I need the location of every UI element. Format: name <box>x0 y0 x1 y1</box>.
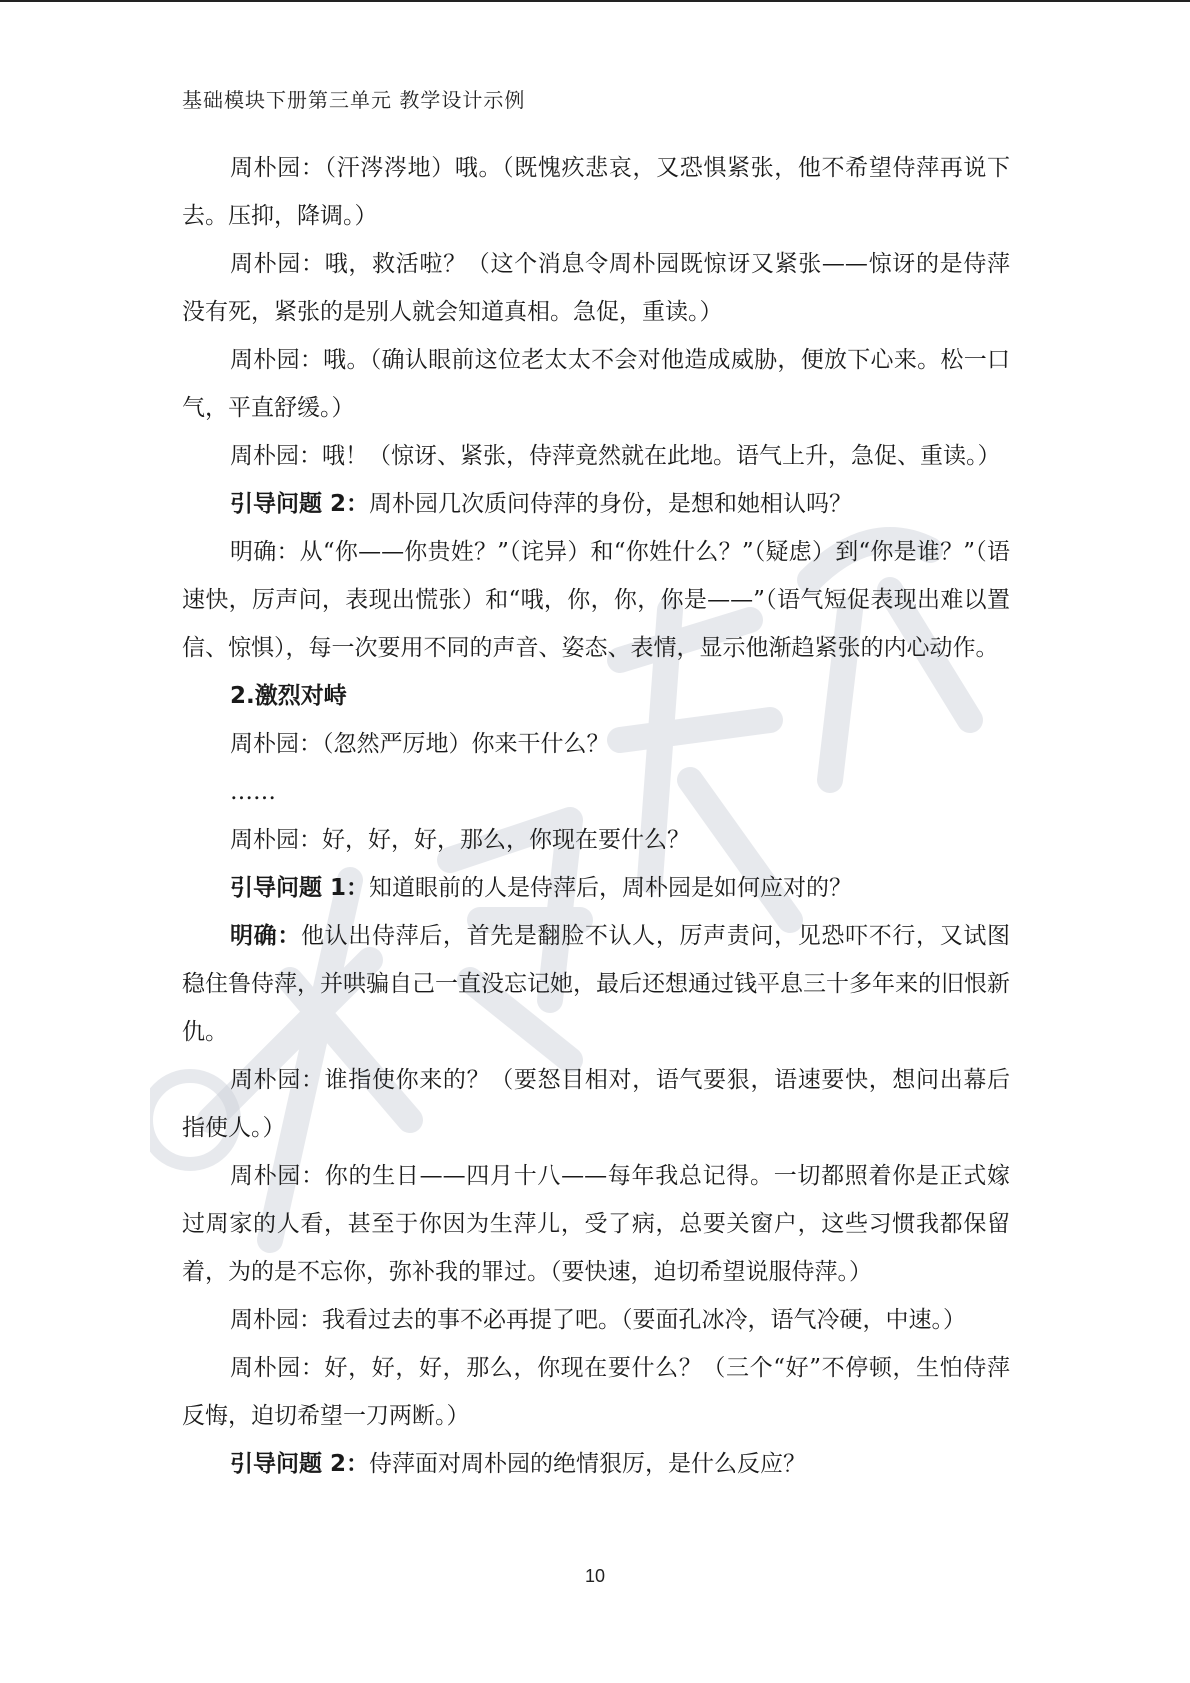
dialogue-paragraph: 周朴园：（忽然严厉地）你来干什么？ <box>230 731 610 757</box>
page-number: 10 <box>584 1566 606 1586</box>
guide-question: 引导问题 2：周朴园几次质问侍萍的身份，是想和她相认吗？ <box>230 491 853 517</box>
guide-question: 引导问题 1：知道眼前的人是侍萍后，周朴园是如何应对的？ <box>230 875 853 901</box>
answer-paragraph: 明确：他认出侍萍后，首先是翻脸不认人，厉声责问，见恐吓不行，又试图稳住鲁侍萍，并哄骗自己一直没忘记她，最后还想通过钱平息三十多年来的旧恨新仇。 <box>182 923 1010 1045</box>
guide-question: 引导问题 2：侍萍面对周朴园的绝情狠厉，是什么反应？ <box>230 1451 807 1477</box>
dialogue-paragraph: 周朴园：好，好，好，那么，你现在要什么？（三个“好”不停顿，生怕侍萍反悔，迫切希望一刀两断。） <box>182 1355 1010 1429</box>
top-border-line <box>0 0 1190 2</box>
dialogue-paragraph: 周朴园：哦，救活啦？（这个消息令周朴园既惊讶又紧张——惊讶的是侍萍没有死，紧张的是别人就会知道真相。急促，重读。） <box>182 251 1010 325</box>
ellipsis-paragraph: …… <box>230 779 276 805</box>
dialogue-paragraph: 周朴园：哦！（惊讶、紧张，侍萍竟然就在此地。语气上升，急促、重读。） <box>230 443 1001 469</box>
answer-paragraph: 明确：从“你——你贵姓？”（诧异）和“你姓什么？”（疑虑）到“你是谁？”（语速快，厉声问，表现出慌张）和“哦，你，你，你是——”（语气短促表现出难以置信、惊惧），每一次要用不同的声音、姿态、表情，显示他渐趋紧张的内心动作。 <box>182 539 1010 661</box>
dialogue-paragraph: 周朴园：（汗涔涔地）哦。（既愧疚悲哀，又恐惧紧张，他不希望侍萍再说下去。压抑，降调。） <box>182 155 1010 229</box>
dialogue-paragraph: 周朴园：你的生日——四月十八——每年我总记得。一切都照着你是正式嫁过周家的人看，甚至于你因为生萍儿，受了病，总要关窗户，这些习惯我都保留着，为的是不忘你，弥补我的罪过。（要快速，迫切希望说服侍萍。） <box>182 1163 1010 1285</box>
guide-question-label: 引导问题 2： <box>230 1451 370 1477</box>
dialogue-paragraph: 周朴园：谁指使你来的？（要怒目相对，语气要狠，语速要快，想问出幕后指使人。） <box>182 1067 1010 1141</box>
section-heading: 2.激烈对峙 <box>230 683 347 709</box>
dialogue-paragraph: 周朴园：我看过去的事不必再提了吧。（要面孔冰冷，语气冷硬，中速。） <box>230 1307 966 1333</box>
guide-question-label: 引导问题 2： <box>230 491 370 517</box>
document-body <box>182 144 1010 1488</box>
guide-question-label: 引导问题 1： <box>230 875 370 901</box>
dialogue-paragraph: 周朴园：哦。（确认眼前这位老太太不会对他造成威胁，便放下心来。松一口气，平直舒缓。） <box>182 347 1010 421</box>
dialogue-paragraph: 周朴园：好，好，好，那么，你现在要什么？ <box>230 827 690 853</box>
page-header: 基础模块下册第三单元 教学设计示例 <box>182 88 526 112</box>
answer-label: 明确： <box>230 923 301 949</box>
